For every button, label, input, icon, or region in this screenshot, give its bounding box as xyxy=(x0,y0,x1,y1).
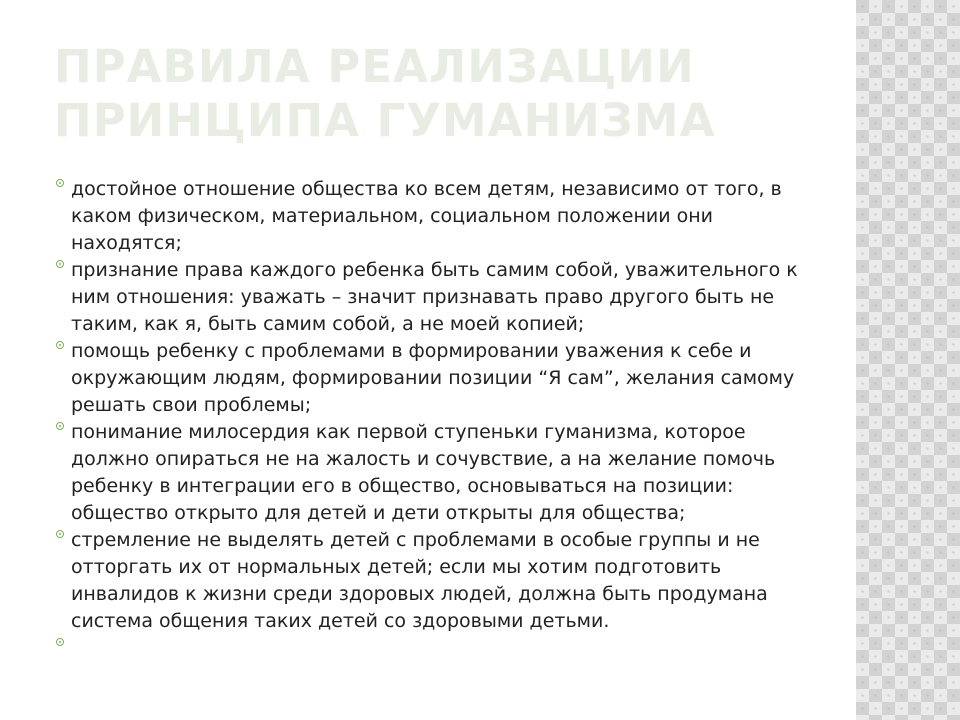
bullet-text: достойное отношение общества ко всем детям, независимо от того, в каком физическом, материальном, социальном положении они находятся; xyxy=(71,178,782,254)
list-item-empty xyxy=(56,635,801,662)
bullet-circle-icon xyxy=(56,638,64,646)
list-item xyxy=(56,338,801,419)
bullet-circle-icon xyxy=(56,179,64,187)
decorative-side-pattern xyxy=(856,0,960,720)
list-item xyxy=(56,257,801,338)
bullet-text: признание права каждого ребенка быть самим собой, уважительного к ним отношения: уважать – значит признавать право другого быть не таким, как я, быть самим собой, а не моей копией; xyxy=(71,259,798,335)
bullet-circle-icon xyxy=(56,260,64,268)
bullet-text: понимание милосердия как первой ступеньки гуманизма, которое должно опираться не на жалость и сочувствие, а на желание помочь ребенку в интеграции его в общество, основываться на позиции: общество открыто для детей и дети открыты для общества; xyxy=(71,421,776,524)
bullet-circle-icon xyxy=(56,341,64,349)
bullet-circle-icon xyxy=(56,530,64,538)
bullet-circle-icon xyxy=(56,422,64,430)
bullet-list xyxy=(56,176,801,662)
bullet-text: стремление не выделять детей с проблемами в особые группы и не отторгать их от нормальных детей; если мы хотим подготовить инвалидов к жизни среди здоровых людей, должна быть продумана система общения таких детей со здоровыми детьми. xyxy=(71,529,768,632)
slide-title: ПРАВИЛА РЕАЛИЗАЦИИ ПРИНЦИПА ГУМАНИЗМА xyxy=(54,40,716,147)
list-item xyxy=(56,419,801,527)
bullet-text: помощь ребенку с проблемами в формировании уважения к себе и окружающим людям, формировании позиции “Я сам”, желания самому решать свои проблемы; xyxy=(71,340,795,416)
list-item xyxy=(56,176,801,257)
list-item xyxy=(56,527,801,635)
